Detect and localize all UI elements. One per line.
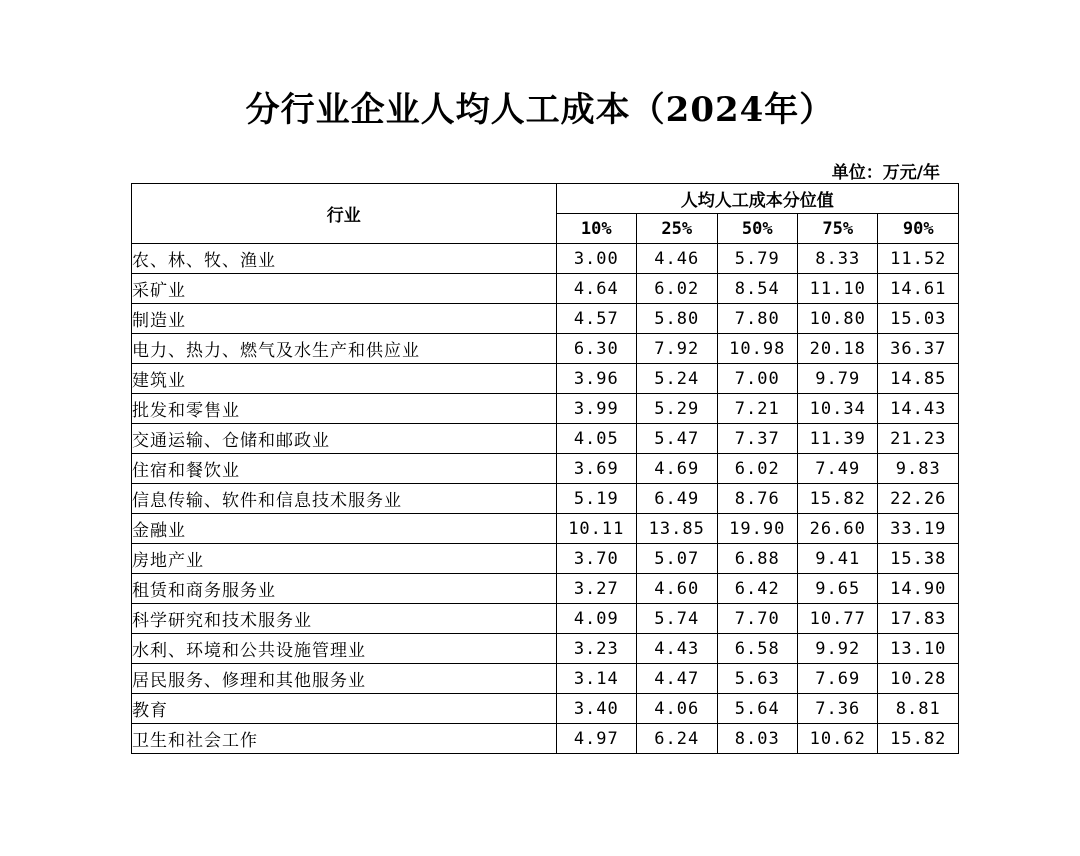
industry-cell: 交通运输、仓储和邮政业 [132, 424, 557, 454]
value-cell: 7.69 [798, 664, 878, 694]
value-cell: 5.79 [717, 244, 797, 274]
value-cell: 6.49 [637, 484, 717, 514]
value-cell: 7.37 [717, 424, 797, 454]
table-row [132, 544, 959, 574]
industry-cell: 电力、热力、燃气及水生产和供应业 [132, 334, 557, 364]
table-row [132, 274, 959, 304]
value-cell: 10.11 [556, 514, 636, 544]
percentile-header: 75% [798, 214, 878, 244]
value-cell: 8.81 [878, 694, 959, 724]
value-cell: 15.82 [798, 484, 878, 514]
table-body [132, 244, 959, 754]
percentile-header: 10% [556, 214, 636, 244]
value-cell: 9.92 [798, 634, 878, 664]
value-cell: 10.98 [717, 334, 797, 364]
value-cell: 17.83 [878, 604, 959, 634]
value-cell: 6.58 [717, 634, 797, 664]
value-cell: 4.43 [637, 634, 717, 664]
value-cell: 4.69 [637, 454, 717, 484]
table-row [132, 664, 959, 694]
page-title: 分行业企业人均人工成本（2024年） [245, 90, 835, 130]
value-cell: 4.05 [556, 424, 636, 454]
table-row [132, 244, 959, 274]
value-cell: 36.37 [878, 334, 959, 364]
value-cell: 19.90 [717, 514, 797, 544]
value-cell: 8.03 [717, 724, 797, 754]
value-cell: 11.39 [798, 424, 878, 454]
value-cell: 9.65 [798, 574, 878, 604]
value-cell: 11.52 [878, 244, 959, 274]
value-cell: 22.26 [878, 484, 959, 514]
table-row [132, 334, 959, 364]
table-row [132, 724, 959, 754]
industry-cell: 批发和零售业 [132, 394, 557, 424]
value-cell: 14.90 [878, 574, 959, 604]
value-cell: 6.02 [637, 274, 717, 304]
value-cell: 9.83 [878, 454, 959, 484]
value-cell: 4.47 [637, 664, 717, 694]
value-cell: 3.14 [556, 664, 636, 694]
value-cell: 10.80 [798, 304, 878, 334]
value-cell: 7.21 [717, 394, 797, 424]
value-cell: 3.40 [556, 694, 636, 724]
value-cell: 14.61 [878, 274, 959, 304]
table-row [132, 514, 959, 544]
percentile-header: 50% [717, 214, 797, 244]
industry-cell: 科学研究和技术服务业 [132, 604, 557, 634]
labor-cost-table [131, 183, 959, 754]
value-cell: 5.64 [717, 694, 797, 724]
value-cell: 8.54 [717, 274, 797, 304]
value-cell: 15.03 [878, 304, 959, 334]
value-cell: 7.36 [798, 694, 878, 724]
value-cell: 10.28 [878, 664, 959, 694]
industry-cell: 采矿业 [132, 274, 557, 304]
value-cell: 3.23 [556, 634, 636, 664]
industry-cell: 房地产业 [132, 544, 557, 574]
table-header [132, 184, 959, 244]
value-cell: 6.24 [637, 724, 717, 754]
industry-cell: 金融业 [132, 514, 557, 544]
industry-cell: 教育 [132, 694, 557, 724]
value-cell: 11.10 [798, 274, 878, 304]
value-cell: 4.46 [637, 244, 717, 274]
table-row [132, 304, 959, 334]
value-cell: 4.57 [556, 304, 636, 334]
value-cell: 8.76 [717, 484, 797, 514]
value-cell: 5.07 [637, 544, 717, 574]
percentile-header: 90% [878, 214, 959, 244]
percentile-group-header: 人均人工成本分位值 [556, 184, 958, 214]
table-row [132, 454, 959, 484]
value-cell: 6.42 [717, 574, 797, 604]
value-cell: 10.77 [798, 604, 878, 634]
value-cell: 6.88 [717, 544, 797, 574]
industry-cell: 居民服务、修理和其他服务业 [132, 664, 557, 694]
value-cell: 15.82 [878, 724, 959, 754]
industry-cell: 水利、环境和公共设施管理业 [132, 634, 557, 664]
unit-label: 单位：万元/年 [831, 163, 940, 183]
value-cell: 13.10 [878, 634, 959, 664]
value-cell: 3.00 [556, 244, 636, 274]
value-cell: 5.80 [637, 304, 717, 334]
industry-cell: 住宿和餐饮业 [132, 454, 557, 484]
value-cell: 4.09 [556, 604, 636, 634]
value-cell: 5.24 [637, 364, 717, 394]
value-cell: 14.43 [878, 394, 959, 424]
table-row [132, 424, 959, 454]
value-cell: 6.30 [556, 334, 636, 364]
percentile-header: 25% [637, 214, 717, 244]
value-cell: 3.96 [556, 364, 636, 394]
value-cell: 3.27 [556, 574, 636, 604]
value-cell: 10.34 [798, 394, 878, 424]
table-row [132, 394, 959, 424]
table-row [132, 484, 959, 514]
value-cell: 20.18 [798, 334, 878, 364]
table-row [132, 574, 959, 604]
value-cell: 7.49 [798, 454, 878, 484]
value-cell: 3.69 [556, 454, 636, 484]
value-cell: 4.06 [637, 694, 717, 724]
value-cell: 5.74 [637, 604, 717, 634]
industry-cell: 农、林、牧、渔业 [132, 244, 557, 274]
value-cell: 5.47 [637, 424, 717, 454]
industry-cell: 租赁和商务服务业 [132, 574, 557, 604]
value-cell: 5.29 [637, 394, 717, 424]
value-cell: 33.19 [878, 514, 959, 544]
industry-header: 行业 [132, 184, 557, 244]
value-cell: 6.02 [717, 454, 797, 484]
value-cell: 26.60 [798, 514, 878, 544]
value-cell: 15.38 [878, 544, 959, 574]
value-cell: 7.80 [717, 304, 797, 334]
value-cell: 10.62 [798, 724, 878, 754]
value-cell: 4.60 [637, 574, 717, 604]
table-row [132, 694, 959, 724]
value-cell: 7.70 [717, 604, 797, 634]
value-cell: 14.85 [878, 364, 959, 394]
value-cell: 4.64 [556, 274, 636, 304]
value-cell: 21.23 [878, 424, 959, 454]
value-cell: 3.70 [556, 544, 636, 574]
value-cell: 9.79 [798, 364, 878, 394]
value-cell: 5.63 [717, 664, 797, 694]
table-row [132, 604, 959, 634]
industry-cell: 建筑业 [132, 364, 557, 394]
value-cell: 7.00 [717, 364, 797, 394]
table-row [132, 634, 959, 664]
table-row [132, 364, 959, 394]
value-cell: 3.99 [556, 394, 636, 424]
value-cell: 9.41 [798, 544, 878, 574]
value-cell: 5.19 [556, 484, 636, 514]
value-cell: 7.92 [637, 334, 717, 364]
industry-cell: 制造业 [132, 304, 557, 334]
value-cell: 8.33 [798, 244, 878, 274]
industry-cell: 信息传输、软件和信息技术服务业 [132, 484, 557, 514]
value-cell: 4.97 [556, 724, 636, 754]
industry-cell: 卫生和社会工作 [132, 724, 557, 754]
value-cell: 13.85 [637, 514, 717, 544]
